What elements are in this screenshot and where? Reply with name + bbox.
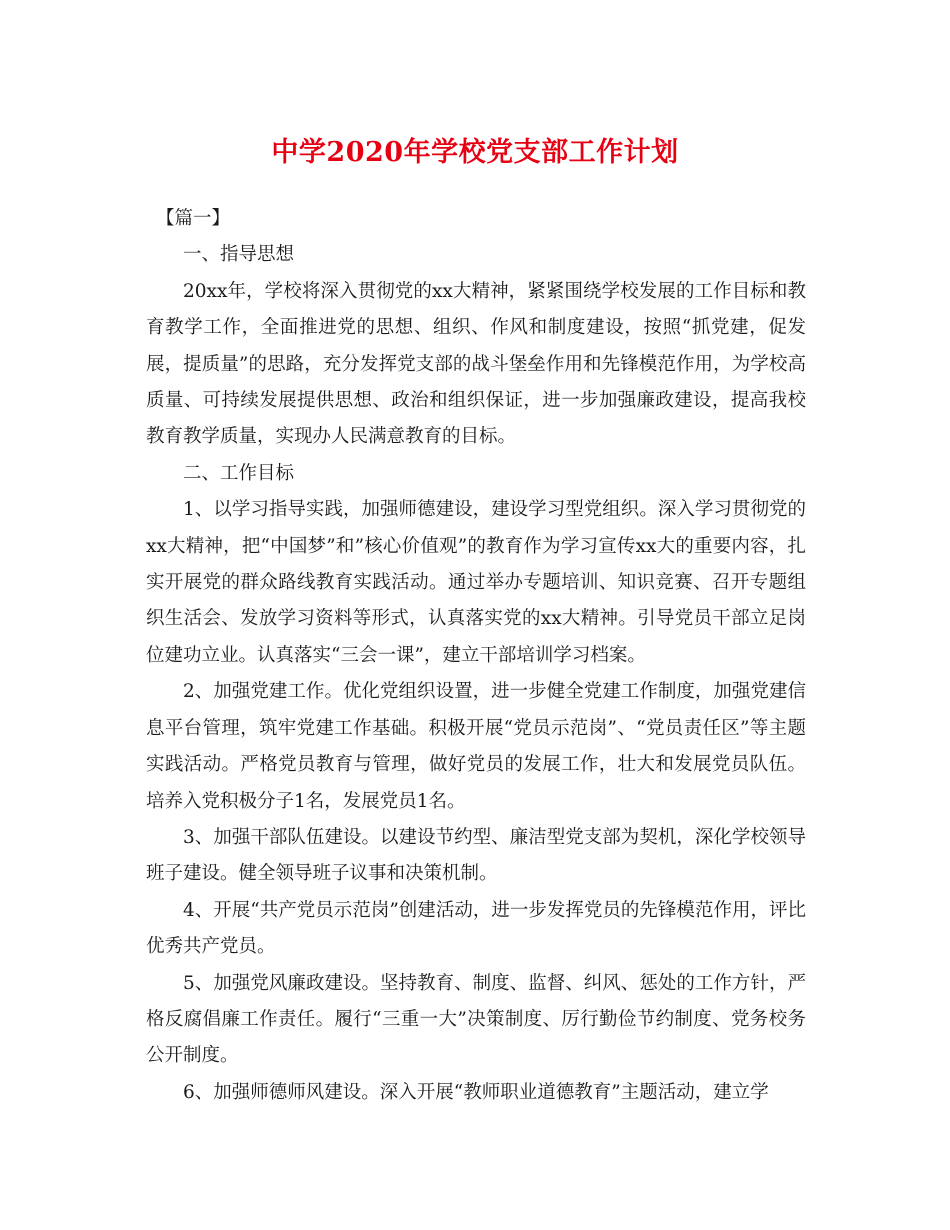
- paragraph-goal-6: 6、加强师德师风建设。深入开展“教师职业道德教育”主题活动，建立学: [183, 1081, 769, 1103]
- document-body: [146, 201, 806, 1111]
- heading-work-goals: 二、工作目标: [183, 462, 295, 484]
- heading-guiding-thought: 一、指导思想: [183, 244, 295, 266]
- paragraph-goal-2: 2、加强党建工作。优化党组织设置，进一步健全党建工作制度，加强党建信息平台管理，筑牢党建工作基础。积极开展“党员示范岗”、“党员责任区”等主题实践活动。严格党员教育与管理，做好党员的发展工作，壮大和发展党员队伍。培养入党积极分子1名，发展党员1名。: [146, 681, 806, 812]
- paragraph-goal-5: 5、加强党风廉政建设。坚持教育、制度、监督、纠风、惩处的工作方针，严格反腐倡廉工作责任。履行“三重一大”决策制度、厉行勤俭节约制度、党务校务公开制度。: [146, 972, 806, 1067]
- paragraph-guiding-thought: 20xx年，学校将深入贯彻党的xx大精神，紧紧围绕学校发展的工作目标和教育教学工作，全面推进党的思想、组织、作风和制度建设，按照“抓党建，促发展，提质量”的思路，充分发挥党支部的战斗堡垒作用和先锋模范作用，为学校高质量、可持续发展提供思想、政治和组织保证，进一步加强廉政建设，提高我校教育教学质量，实现办人民满意教育的目标。: [146, 280, 806, 448]
- paragraph-goal-3: 3、加强干部队伍建设。以建设节约型、廉洁型党支部为契机，深化学校领导班子建设。健全领导班子议事和决策机制。: [146, 826, 806, 885]
- paragraph-goal-4: 4、开展“共产党员示范岗”创建活动，进一步发挥党员的先锋模范作用，评比优秀共产党员。: [146, 899, 806, 958]
- paragraph-goal-1: 1、以学习指导实践，加强师德建设，建设学习型党组织。深入学习贯彻党的xx大精神，把“中国梦”和”核心价值观”的教育作为学习宣传xx大的重要内容，扎实开展党的群众路线教育实践活动。通过举办专题培训、知识竞赛、召开专题组织生活会、发放学习资料等形式，认真落实党的xx大精神。引导党员干部立足岗位建功立业。认真落实“三会一课”，建立干部培训学习档案。: [146, 499, 806, 666]
- document-title: 中学2020年学校党支部工作计划: [271, 137, 679, 168]
- section-marker: 【篇一】: [156, 208, 231, 229]
